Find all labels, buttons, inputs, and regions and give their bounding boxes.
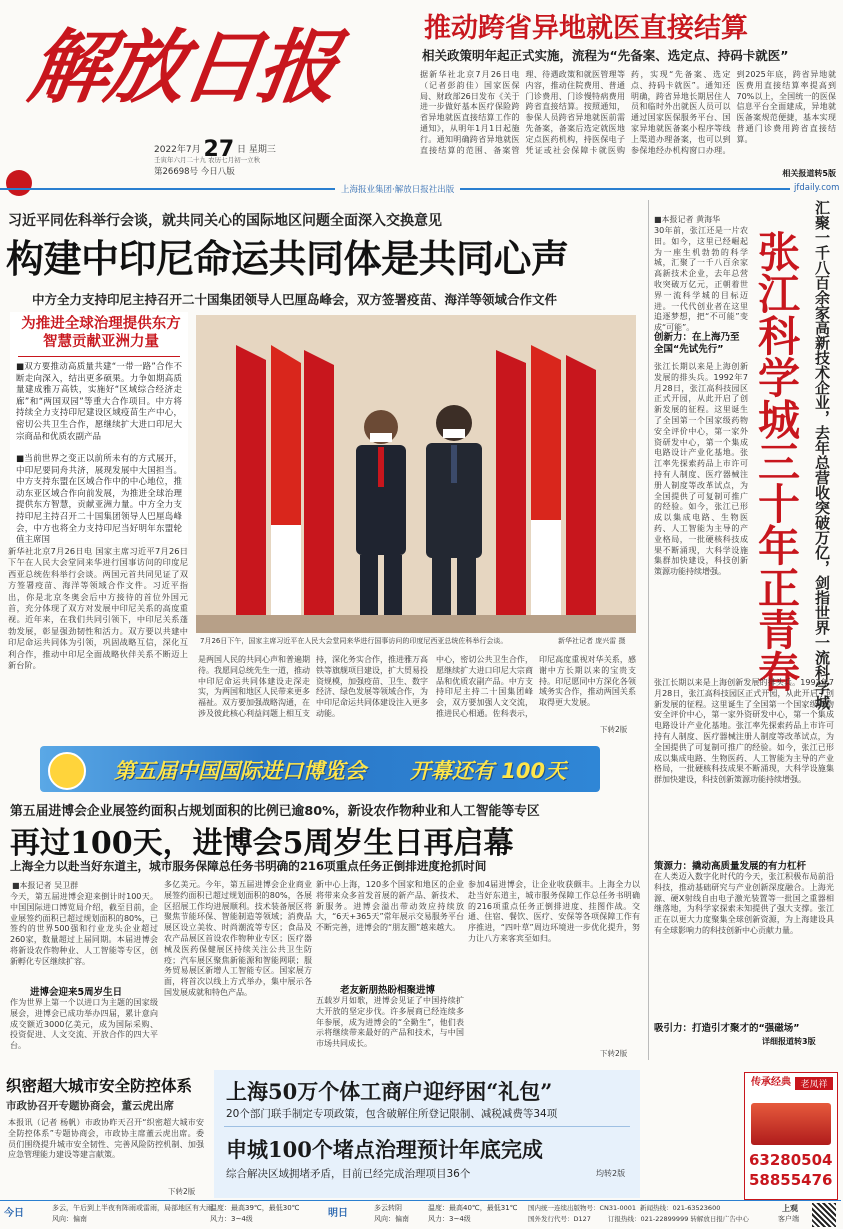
safety-subhead: 市政协召开专题协商会，董云虎出席 <box>6 1100 174 1112</box>
foreign-code: 国外发行代号：D127 <box>528 1215 591 1223</box>
expo-headline[interactable]: 再过100天，进博会5周岁生日再启幕 <box>10 826 514 861</box>
expo-byline: ■本报记者 吴卫群 <box>12 881 79 890</box>
lead-headline[interactable]: 构建中印尼命运共同体是共同心声 <box>6 236 569 281</box>
top-jump[interactable]: 相关报道转5版 <box>782 169 836 178</box>
lead-jump[interactable]: 下转2版 <box>600 725 628 734</box>
publisher-line: 上海报业集团·解放日报社出版 <box>335 183 460 195</box>
expo-countdown: 开幕还有 100天 <box>410 759 567 783</box>
top-story <box>420 6 836 176</box>
expo-banner-text[interactable]: 第五届中国国际进口博览会 <box>114 759 366 783</box>
app-sub: 客户端 <box>778 1215 799 1223</box>
publisher-bar <box>0 183 841 195</box>
expo-sub-1: 进博会迎来5周岁生日 <box>30 987 123 998</box>
sidebar-headline[interactable]: 张江科学城三十年正青春 <box>752 230 801 692</box>
expo-logo <box>48 752 86 790</box>
app-name[interactable]: 上观 <box>782 1204 798 1213</box>
ad-tag: 传承经典 <box>751 1077 791 1088</box>
tomorrow-force: 风力：3~4级 <box>428 1215 471 1223</box>
ad-phone-1: 63280504 <box>749 1151 833 1169</box>
flag-group-right <box>496 345 596 615</box>
lead-kicker: 习近平同佐科举行会谈，就共同关心的国际地区问题全面深入交换意见 <box>8 213 442 229</box>
expo-body-1: 今天，第五届进博会迎来倒计时100天。中国国际进口博览局介绍，截至目前，企业展签约面积已超过规划面积的80%，已签约的世界500强和行业龙头企业超过260家，数量超过上届同期。本届进博会将新设农作物种业、人工智能等专区，创新孵化专区继续扩容。 <box>10 892 158 966</box>
expo-body-3b: 五载岁月如歌，进博会见证了中国持续扩大开放的坚定步伐。许多展商已经连续多年参展，成为进博会的“全勤生”，他们表示将继续带来最好的产品和技术，与中国市场共同成长。 <box>316 996 464 1049</box>
expo-story <box>0 796 648 1066</box>
photo-credit: 新华社记者 庞兴雷 摄 <box>558 637 626 645</box>
lead-subhead: 中方全力支持印尼主持召开二十国集团领导人巴厘岛峰会，双方签署疫苗、海洋等领域合作文件 <box>32 292 558 307</box>
expo-jump[interactable]: 下转2版 <box>600 1049 628 1058</box>
business-headline-2[interactable]: 申城100个堵点治理预计年底完成 <box>226 1137 543 1162</box>
column-divider <box>648 200 649 1060</box>
photo-caption: 7月26日下午，国家主席习近平在人民大会堂同来华进行国事访问的印度尼西亚总统佐科举行会谈。 <box>200 637 508 645</box>
sidebar-sec3-title: 吸引力：打造引才聚才的“强磁场” <box>654 1023 800 1034</box>
business-sub-2: 综合解决区域拥堵矛盾，目前已经完成治理项目36个 <box>226 1168 471 1180</box>
tomorrow-temp: 温度：最高40℃，最低31℃ <box>428 1204 518 1212</box>
qr-code[interactable] <box>812 1203 836 1227</box>
subscribe-hotline: 订报热线：021-22899999 转解放日报广告中心 <box>608 1215 749 1223</box>
top-subhead: 相关政策明年起正式实施，流程为“先备案、选定点、持码卡就医” <box>422 48 789 63</box>
serial-code: 国内统一连续出版物号：CN31-0001 <box>528 1204 637 1212</box>
lead-highlight-box <box>10 312 188 544</box>
expo-subhead: 上海全力以赴当好东道主，城市服务保障总任务书明确的216项重点任务正倒排进度抢抓时间 <box>10 859 487 873</box>
sidebar-intro: 30年前，张江还是一片农田。如今，这里已经崛起为一座生机勃勃的科学城，汇聚了一千八百余家高新技术企业，去年总营收突破万亿元，正朝着世界一流科学城的目标迈进。一代代创业者在这里追逐梦想，把“不可能”变成“可能”。 <box>654 226 748 333</box>
box-point-2: ■当前世界之变正以前所未有的方式展开，中印尼要同舟共济，展现发展中大国担当。中方支持东盟在区域合作中的中心地位，推动东亚区域合作向前发展，为推进全球治理提供东方智慧，贡献亚洲力量。中方全力支持印尼主持召开二十国集团领导人巴厘岛峰会，中方也将全力支持印尼当好明年东盟轮值主席国 <box>16 454 182 546</box>
sidebar-kicker: 汇聚一千八百余家高新技术企业，去年总营收突破万亿，剑指世界一流科学城 <box>813 200 831 710</box>
today-weather: 多云，午后到上半夜有阵雨或雷雨，局部地区有大雨 <box>52 1204 213 1212</box>
lead-photo <box>196 315 636 633</box>
meeting-photo-graphic <box>196 315 636 633</box>
sidebar-sec1-body: 张江长期以来是上海创新发展的排头兵。1992年7月28日，张江高科技园区正式开园，从此开启了创新发展的征程。这里诞生了全国第一个国家级药物安全评价中心，第一家外资研发中心，第一个集成电路设计产业化基地。张江率先探索药品上市许可持有人制度、医疗器械注册人制度等改革试点，为全国提供了可复制可推广的经验。如今，张江已形成以集成电路、生物医药、人工智能为主导的产业格局，一批硬核科技成果不断涌现，大科学设施集群加快建设，科技创新策源功能持续增强。 <box>654 362 748 577</box>
masthead-logo: 解放日报 <box>23 20 341 114</box>
tomorrow-wind: 风向：偏南 <box>374 1215 409 1223</box>
business-sub-1: 20个部门联手制定专项政策，包含破解住所登记限制、减税减费等34项 <box>226 1108 558 1120</box>
lunar-date: 壬寅年六月二十九 农历七月初一立秋 <box>154 156 261 164</box>
business-box <box>214 1070 640 1198</box>
lead-body-left: 新华社北京7月26日电 国家主席习近平7月26日下午在人民大会堂同来华进行国事访问的印度尼西亚总统佐科举行会谈。两国元首共同见证了双方签署疫苗、海洋等领域合作文件。习近平指出，你是北京冬奥会后中方接待的首位外国元首，充分体现了双方对发展中印尼关系的高度重视。近年来，在我们共同引领下，中印尼关系蓬勃发展，彰显强劲韧性和活力。双方要以共建中印尼命运共同体为引领，巩固战略互信，深化互利合作，推动中印尼全面战略伙伴关系不断迈上新台阶。 <box>8 546 188 671</box>
sidebar-sec2-body: 在人类迈入数字化时代的今天，张江积极布局前沿科技，推动基础研究与产业创新深度融合。上海光源、硬X射线自由电子激光装置等一批国之重器相继落地，为科学家探索未知提供了强大支撑。张江正在以更大力度聚集全球创新资源，为上海建设具有全球影响力的科技创新中心贡献力量。 <box>654 872 834 935</box>
ad-brand: 老凤祥 <box>795 1077 833 1090</box>
advertisement[interactable] <box>744 1072 838 1200</box>
top-headline[interactable]: 推动跨省异地就医直接结算 <box>424 13 748 44</box>
tomorrow-label: 明日 <box>328 1208 348 1219</box>
lead-story <box>0 200 648 740</box>
lead-body-middle: 是两国人民的共同心声和普遍期待。我愿同总统先生一道，推动中印尼命运共同体建设走深走实，为两国和地区人民带来更多福祉。双方要加强战略沟通，在涉及彼此核心利益问题上相互支持，深化务实合作，推进雅万高铁等旗舰项目建设，扩大贸易投资规模，加强疫苗、卫生、数字经济、绿色发展等领域合作，为中印尼命运共同体建设注入更多动能。 <box>198 655 428 718</box>
news-hotline: 新闻热线：021-63523600 <box>640 1204 721 1212</box>
masthead <box>6 4 406 204</box>
business-headline-1[interactable]: 上海50万个体工商户迎纾困“礼包” <box>226 1079 553 1104</box>
today-temp: 温度：最高39℃，最低30℃ <box>210 1204 300 1212</box>
date-line: 2022年7月 27 日 星期三 <box>154 137 276 162</box>
today-wind: 风向：偏南 <box>52 1215 87 1223</box>
top-body: 据新华社北京7月26日电（记者彭韵佳）国家医保局、财政部26日发布《关于进一步做好基本医疗保险跨省异地就医直接结算工作的通知》，从明年1月1日起施行。通知明确跨省异地就医直接结算的范围、备案管理、待遇政策和就医管理等内容，推动住院费用、普通门诊费用、门诊慢特病费用跨省直接结算。按照通知，参保人员跨省异地就医前需先备案，备案后选定就医地定点医药机构，持医保电子凭证或社会保障卡就医购药，实现“先备案、选定点、持码卡就医”。通知还明确，跨省异地长期居住人员和临时外出就医人员可以通过国家医保服务平台、国家异地就医备案小程序等线上渠道办理备案，也可以到参保地经办机构窗口办理。到2025年底，跨省异地就医费用直接结算率提高到70%以上，全国统一的医保信息平台全面建成，异地就医备案规范便捷，基本实现普通门诊费用跨省直接结算。 <box>420 70 836 155</box>
expo-body-2: 多亿美元。今年，第五届进博会企业商业展签约面积已超过规划面积的80%，各展区招展工作均进展顺利。技术装备展区将聚焦节能环保、智能制造等领域；消费品展区设立美妆、时尚潮流等专区；食品及农产品展区首设农作物种业专区；医疗器械及医药保健展区持续关注公共卫生防疫；汽车展区聚焦新能源和智能网联；服务贸易展区新增人工智能专区。国家展方面，将首次以线上方式举办，集中展示各国发展成就和特色产品。 <box>164 880 312 997</box>
zhangjiang-sidebar <box>652 200 838 1070</box>
box-rule <box>18 356 180 357</box>
flag-group-left <box>236 345 334 615</box>
box-point-1: ■双方要推动高质量共建“一带一路”合作不断走向深入，结出更多硕果。力争如期高质量建成雅万高铁，实施好“区域综合经济走廊”和“两国双园”等重大合作项目。中方将持续全力支持印尼建设区域疫苗生产中心，密切公共卫生合作，愿继续扩大进口印尼大宗商品和优质农副产品 <box>16 362 182 442</box>
issue-number: 第26698号 今日八版 <box>154 167 235 177</box>
safety-story <box>0 1068 210 1200</box>
business-jump[interactable]: 均转2版 <box>596 1169 626 1178</box>
lead-body-right: 中心，密切公共卫生合作，愿继续扩大进口印尼大宗商品和优质农副产品。中方支持印尼主持二十国集团峰会，双方要加强人文交流，推进民心相通。佐科表示，印尼高度重视对华关系，感谢中方长期以来的宝贵支持。印尼愿同中方深化各领域务实合作，推动两国关系取得更大发展。 <box>436 655 636 718</box>
safety-jump[interactable]: 下转2版 <box>168 1187 196 1196</box>
tomorrow-weather: 多云转阴 <box>374 1204 402 1212</box>
sidebar-byline: ■本报记者 黄海华 <box>654 215 721 224</box>
sidebar-sec2-title: 策源力：撬动高质量发展的有力杠杆 <box>654 861 807 872</box>
business-divider <box>224 1126 630 1127</box>
expo-kicker: 第五届进博会企业展签约面积占规划面积的比例已逾80%，新设农作物种业和人工智能等专区 <box>10 804 540 819</box>
ad-phone-2: 58855476 <box>749 1171 833 1189</box>
expo-body-4: 参加4届进博会，让企业收获颇丰。上海全力以赴当好东道主，城市服务保障工作总任务书明确的216项重点任务正倒排进度、挂图作战。交通、住宿、餐饮、医疗、安保等各项保障工作有序推进，“四叶草”周边环境进一步优化提升，努力让八方来客宾至如归。 <box>468 880 640 943</box>
today-force: 风力：3~4级 <box>210 1215 253 1223</box>
safety-headline[interactable]: 织密超大城市安全防控体系 <box>6 1076 193 1095</box>
safety-body: 本报讯（记者 杨帆）市政协昨天召开“织密超大城市安全防控体系”专题协商会，市政协主席董云虎出席。委员们围绕提升城市安全韧性、完善风险防控机制、加强应急管理能力建设等建言献策。 <box>8 1118 204 1160</box>
date-day: 27 <box>203 137 235 162</box>
ad-image <box>751 1103 831 1145</box>
sidebar-sec1-body-wide: 张江长期以来是上海创新发展的排头兵。1992年7月28日，张江高科技园区正式开园，从此开启了创新发展的征程。这里诞生了全国第一个国家级药物安全评价中心，第一家外资研发中心，第一个集成电路设计产业化基地。张江率先探索药品上市许可持有人制度、医疗器械注册人制度等改革试点，为全国提供了可复制可推广的经验。如今，张江已形成以集成电路、生物医药、人工智能为主导的产业格局，一批硬核科技成果不断涌现，大科学设施集群加快建设，科技创新策源功能持续增强。 <box>654 678 834 785</box>
sidebar-sec1-title: 创新力：在上海乃至全国“先试先行” <box>654 332 740 355</box>
today-label: 今日 <box>4 1208 24 1219</box>
expo-banner <box>40 746 600 792</box>
footer <box>0 1200 841 1229</box>
expo-body-3: 新中心上海，120多个国家和地区的企业将带来众多首发首展的新产品、新技术、新服务。进博会溢出带动效应持续放大，“6天+365天”常年展示交易服务平台不断完善，进博会的“朋友圈”越来越大。 <box>316 880 464 933</box>
expo-sub-3: 老友新朋热盼相聚进博 <box>340 985 436 996</box>
expo-body-1b: 作为世界上第一个以进口为主题的国家级展会，进博会已成功举办四届，累计意向成交额近3000亿美元，成为国际采购、投资促进、人文交流、开放合作的四大平台。 <box>10 998 158 1051</box>
box-title: 为推进全球治理提供东方智慧贡献亚洲力量 <box>21 316 181 350</box>
sidebar-jump[interactable]: 详细报道转3版 <box>762 1037 816 1046</box>
website[interactable]: jfdaily.com <box>790 183 843 193</box>
